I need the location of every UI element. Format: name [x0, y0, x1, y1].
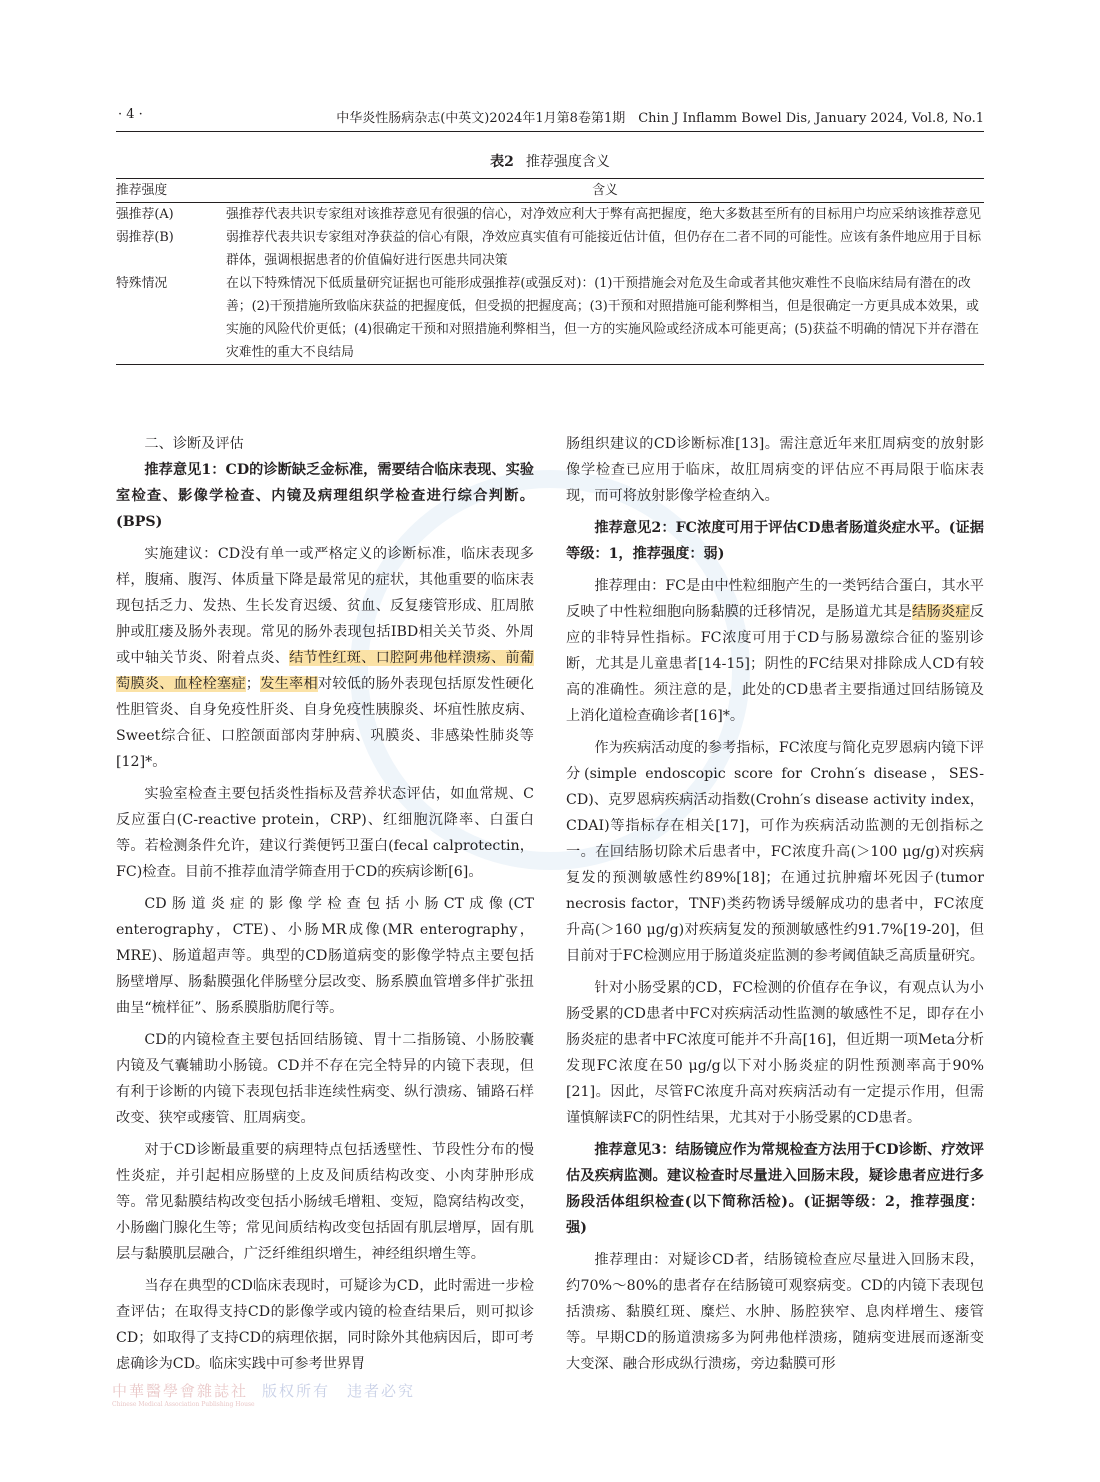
table-header-strength: 推荐强度 [116, 179, 226, 203]
table-row [116, 203, 984, 227]
section-heading: 二、诊断及评估 [144, 436, 244, 452]
table-caption: 推荐强度含义 [525, 154, 610, 170]
recommendation-strength-table [116, 178, 984, 365]
highlight: 发生率相 [259, 676, 318, 692]
running-header [118, 107, 984, 129]
paragraph-colonoscopy: 推荐理由：对疑诊CD者，结肠镜检查应尽量进入回肠末段，约70%～80%的患者存在结肠镜可观察病变。CD的内镜下表现包括溃疡、黏膜红斑、糜烂、水肿、肠腔狭窄、息肉样增生、瘘管等。早期CD的肠道溃疡多为阿弗他样溃疡，随病变进展而逐渐变大变深、融合形成纵行溃疡，旁边黏膜可形 [566, 1252, 984, 1372]
header-rule [116, 131, 984, 132]
table-cell-strength: 弱推荐(B) [116, 230, 174, 245]
paragraph-clinical: 实施建议：CD没有单一或严格定义的诊断标准，临床表现多样，腹痛、腹泻、体质量下降是最常见的症状，其他重要的临床表现包括乏力、发热、生长发育迟缓、贫血、反复瘘管形成、肛周脓肿或肛瘘及肠外表现。常见的肠外表现包括IBD相关关节炎、外周或中轴关节炎、附着点炎、结节性红斑、口腔阿弗他样溃疡、前葡萄膜炎、血栓栓塞症；发生率相对较低的肠外表现包括原发性硬化性胆管炎、自身免疫性肝炎、自身免疫性胰腺炎、坏疽性脓皮病、Sweet综合征、口腔颌面部肉芽肿病、巩膜炎、非感染性肺炎等[12]*。 [116, 546, 534, 770]
copyright-stamp: 版权所有 违者必究 [262, 1382, 416, 1400]
publisher-english: Chinese Medical Association Publishing House [112, 1401, 255, 1408]
right-column [566, 431, 984, 1391]
page-number: · 4 · [118, 107, 143, 122]
recommendation-1: 推荐意见1：CD的诊断缺乏金标准，需要结合临床表现、实验室检查、影像学检查、内镜及病理组织学检查进行综合判断。(BPS) [116, 462, 534, 530]
recommendation-3: 推荐意见3：结肠镜应作为常规检查方法用于CD诊断、疗效评估及疾病监测。建议检查时尽量进入回肠末段，疑诊患者应进行多肠段活体组织检查(以下简称活检)。(证据等级：2，推荐强度：强) [566, 1142, 984, 1236]
highlight: 结节性红斑、口腔阿弗他样溃疡、前葡萄膜炎、血栓栓塞症 [116, 650, 534, 692]
paragraph-lab: 实验室检查主要包括炎性指标及营养状态评估，如血常规、C反应蛋白(C-reactive protein，CRP)、红细胞沉降率、白蛋白等。若检测条件允许，建议行粪便钙卫蛋白(fecal calprotectin，FC)检查。目前不推荐血清学筛查用于CD的疾病诊断[6]。 [116, 786, 534, 880]
paragraph-endoscopy: CD的内镜检查主要包括回结肠镜、胃十二指肠镜、小肠胶囊内镜及气囊辅助小肠镜。CD并不存在完全特异的内镜下表现，但有利于诊断的内镜下表现包括非连续性病变、纵行溃疡、铺路石样改变、狭窄或瘘管、肛周病变。 [116, 1032, 534, 1126]
paragraph-imaging: CD肠道炎症的影像学检查包括小肠CT成像(CT enterography，CTE)、小肠MR成像(MR enterography，MRE)、肠道超声等。典型的CD肠道病变的影像学特点主要包括肠壁增厚、肠黏膜强化伴肠壁分层改变、肠系膜血管增多伴扩张扭曲呈“梳样征”、肠系膜脂肪爬行等。 [116, 896, 534, 1016]
left-column [116, 431, 534, 1391]
table-cell-meaning: 在以下特殊情况下低质量研究证据也可能形成强推荐(或强反对)：(1)干预措施会对危及生命或者其他灾难性不良临床结局有潜在的改善；(2)干预措施所致临床获益的把握度低，但受损的把握度高；(3)干预和对照措施可能利弊相当，但是很确定一方更具成本效果，或实施的风险代价更低；(4)很确定干预和对照措施利弊相当，但一方的实施风险或经济成本可能更高；(5)获益不明确的情况下并存潜在灾难性的重大不良结局 [226, 272, 984, 365]
paragraph-diagnosis: 当存在典型的CD临床表现时，可疑诊为CD，此时需进一步检查评估；在取得支持CD的影像学或内镜的检查结果后，则可拟诊CD；如取得了支持CD的病理依据，同时除外其他病因后，即可考虑确诊为CD。临床实践中可参考世界胃 [116, 1278, 534, 1372]
recommendation-2: 推荐意见2：FC浓度可用于评估CD患者肠道炎症水平。(证据等级：1，推荐强度：弱) [566, 520, 984, 562]
highlight: 结肠炎症 [912, 604, 970, 620]
paragraph-fc-activity: 作为疾病活动度的参考指标，FC浓度与简化克罗恩病内镜下评分(simple endoscopic score for Crohn′s disease，SES-CD)、克罗恩病疾病活动指数(Crohn′s disease activity index，CDAI)等指标存在相关[17]，可作为疾病活动监测的无创指标之一。在回结肠切除术后患者中，FC浓度升高(＞100 μg/g)对疾病复发的预测敏感性约89%[18]；在通过抗肿瘤坏死因子(tumor necrosis factor，TNF)类药物诱导缓解成功的患者中，FC浓度升高(＞160 μg/g)对疾病复发的预测敏感性约91.7%[19-20]，但目前对于FC检测应用于肠道炎症监测的参考阈值缺乏高质量研究。 [566, 740, 984, 964]
table-header-row [116, 179, 984, 203]
table-cell-meaning: 强推荐代表共识专家组对该推荐意见有很强的信心，对净效应利大于弊有高把握度，绝大多数甚至所有的目标用户均应采纳该推荐意见 [226, 207, 982, 222]
table-row [116, 226, 984, 272]
paragraph-fc-rationale: 推荐理由：FC是由中性粒细胞产生的一类钙结合蛋白，其水平反映了中性粒细胞向肠黏膜的迁移情况，是肠道尤其是结肠炎症反应的非特异性指标。FC浓度可用于CD与肠易激综合征的鉴别诊断，尤其是儿童患者[14-15]；阴性的FC结果对排除成人CD有较高的准确性。须注意的是，此处的CD患者主要指通过回结肠镜及上消化道检查确诊者[16]*。 [566, 578, 984, 724]
table-row [116, 272, 984, 365]
table-header-meaning: 含义 [226, 179, 984, 203]
paragraph-pathology: 对于CD诊断最重要的病理特点包括透壁性、节段性分布的慢性炎症，并引起相应肠壁的上皮及间质结构改变、小肉芽肿形成等。常见黏膜结构改变包括小肠绒毛增粗、变短，隐窝结构改变，小肠幽门腺化生等；常见间质结构改变包括固有肌层增厚，固有肌层与黏膜肌层融合，广泛纤维组织增生，神经组织增生等。 [116, 1142, 534, 1262]
table-cell-meaning: 弱推荐代表共识专家组对净获益的信心有限，净效应真实值有可能接近估计值，但仍存在二者不同的可能性。应该有条件地应用于目标群体，强调根据患者的价值偏好进行医患共同决策 [226, 230, 982, 268]
paragraph-fc-small-bowel: 针对小肠受累的CD，FC检测的价值存在争议，有观点认为小肠受累的CD患者中FC对疾病活动性监测的敏感性不足，即存在小肠炎症的患者中FC浓度可能并不升高[16]，但近期一项Meta分析发现FC浓度在50 μg/g以下对小肠炎症的阴性预测率高于90%[21]。因此，尽管FC浓度升高对疾病活动有一定提示作用，但需谨慎解读FC的阴性结果，尤其对于小肠受累的CD患者。 [566, 980, 984, 1126]
table-title [116, 151, 984, 171]
table-cell-strength: 特殊情况 [116, 272, 226, 365]
journal-citation: 中华炎性肠病杂志(中英文)2024年1月第8卷第1期 Chin J Inflamm Bowel Dis, January 2024, Vol.8, No.1 [336, 111, 984, 126]
table-cell-strength: 强推荐(A) [116, 207, 174, 222]
paragraph-continued: 肠组织建议的CD诊断标准[13]。需注意近年来肛周病变的放射影像学检查已应用于临床，故肛周病变的评估应不再局限于临床表现，而可将放射影像学检查纳入。 [566, 436, 984, 504]
publisher-logo: 中華醫學會雜誌社 版权所有 违者必究 Chinese Medical Association Publishing House [112, 1382, 416, 1408]
table-label: 表2 [490, 154, 514, 170]
